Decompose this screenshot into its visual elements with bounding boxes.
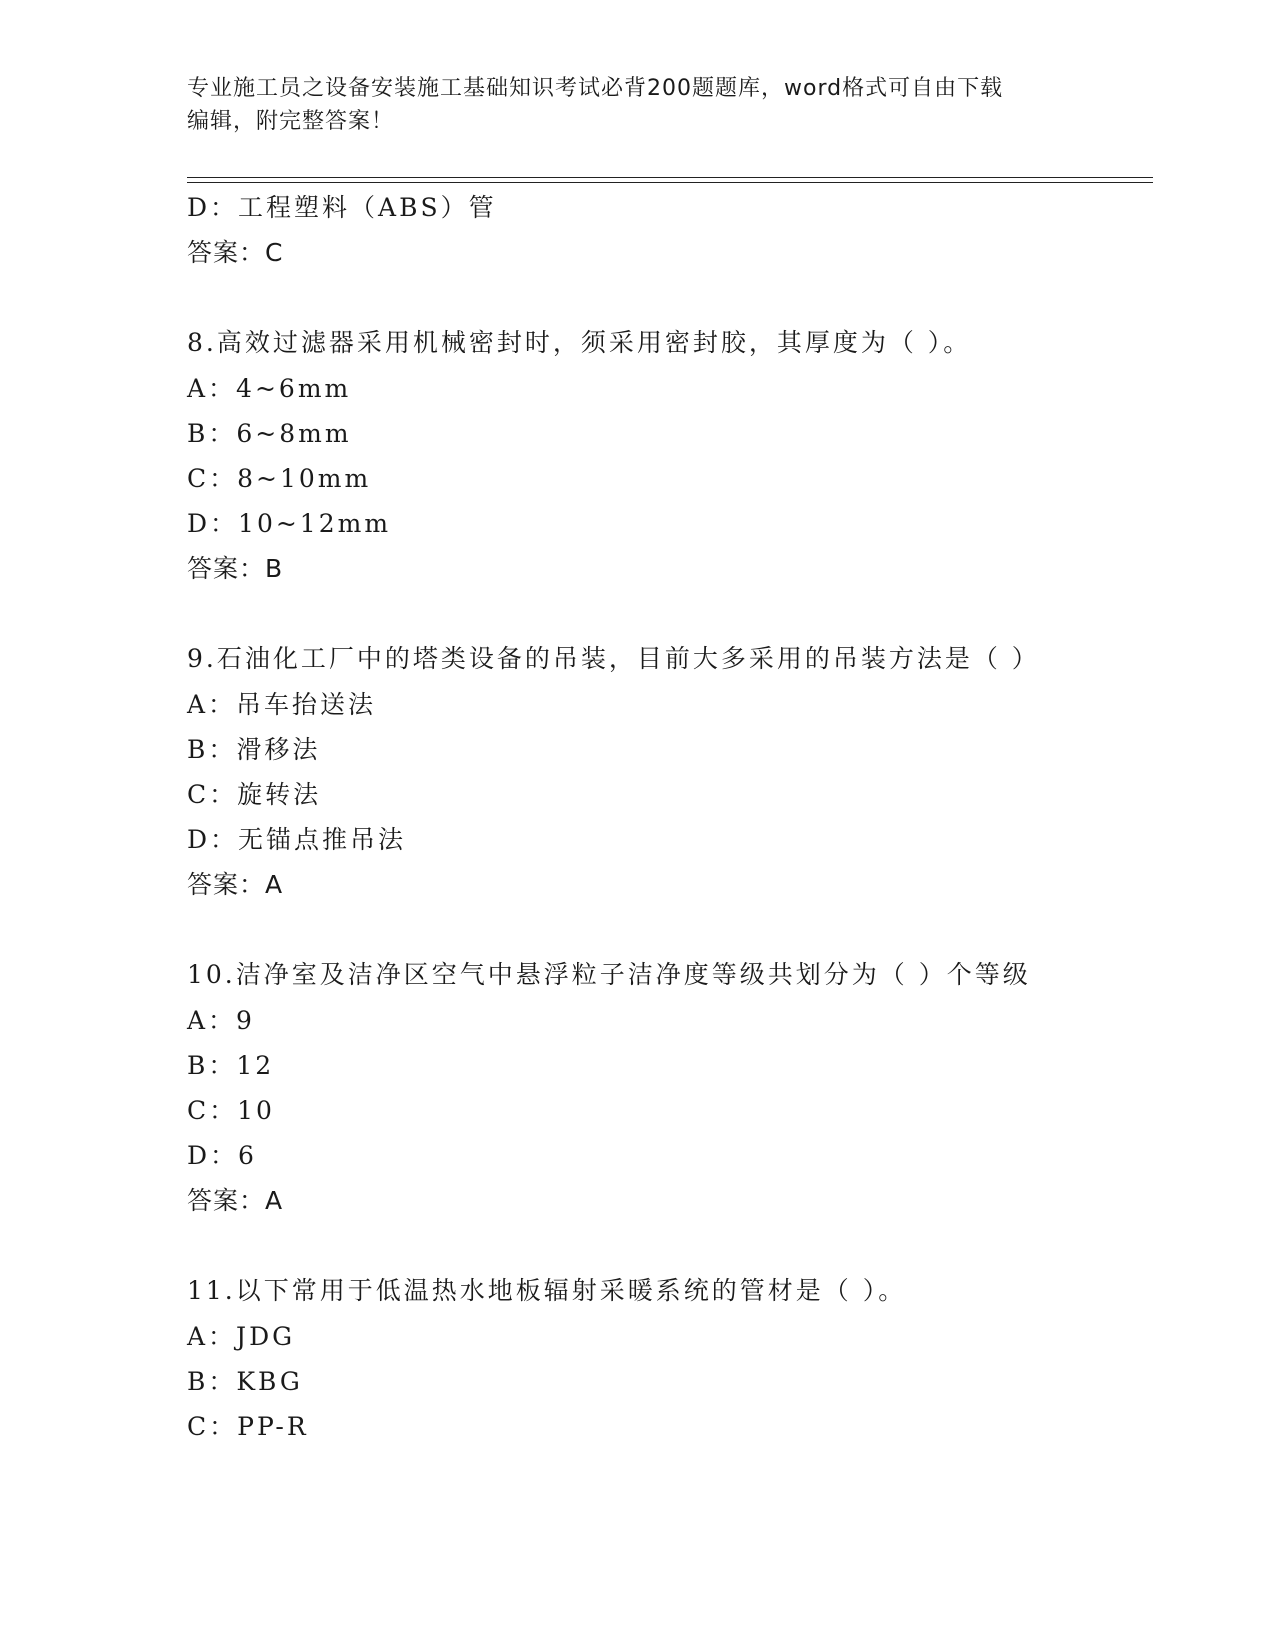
question-8-stem: 8.高效过滤器采用机械密封时，须采用密封胶，其厚度为（ ）。 [187,328,972,357]
question-9-option-c: C：旋转法 [187,780,322,809]
question-8-answer: 答案：B [187,554,284,583]
header-divider-top [187,177,1153,178]
question-8-option-a: A：4~6mm [187,374,352,403]
question-10-option-b: B：12 [187,1051,275,1080]
question-11-option-c: C：PP-R [187,1412,309,1441]
question-10-option-d: D：6 [187,1141,257,1170]
header-line-2: 编辑，附完整答案！ [187,109,395,134]
carryover-answer: 答案：C [187,238,284,267]
question-10-answer: 答案：A [187,1186,284,1215]
header-line-1: 专业施工员之设备安装施工基础知识考试必背200题题库，word格式可自由下载 [187,76,1004,101]
question-9-option-a: A：吊车抬送法 [187,690,377,719]
carryover-option-d: D：工程塑料（ABS）管 [187,193,497,222]
question-9-option-d: D：无锚点推吊法 [187,825,407,854]
question-9-answer: 答案：A [187,870,284,899]
question-8-option-b: B：6~8mm [187,419,352,448]
question-9-stem: 9.石油化工厂中的塔类设备的吊装，目前大多采用的吊装方法是（ ） [187,644,1040,673]
document-header [187,72,1087,138]
question-8-option-c: C：8~10mm [187,464,372,493]
question-10-option-a: A：9 [187,1006,255,1035]
question-11-option-b: B：KBG [187,1367,303,1396]
header-divider-bottom [187,182,1153,183]
question-10-option-c: C：10 [187,1096,275,1125]
question-11-stem: 11.以下常用于低温热水地板辐射采暖系统的管材是（ ）。 [187,1276,907,1305]
question-10-stem: 10.洁净室及洁净区空气中悬浮粒子洁净度等级共划分为（ ）个等级 [187,960,1031,989]
question-9-option-b: B：滑移法 [187,735,321,764]
question-11-option-a: A：JDG [187,1322,296,1351]
question-8-option-d: D：10~12mm [187,509,392,538]
